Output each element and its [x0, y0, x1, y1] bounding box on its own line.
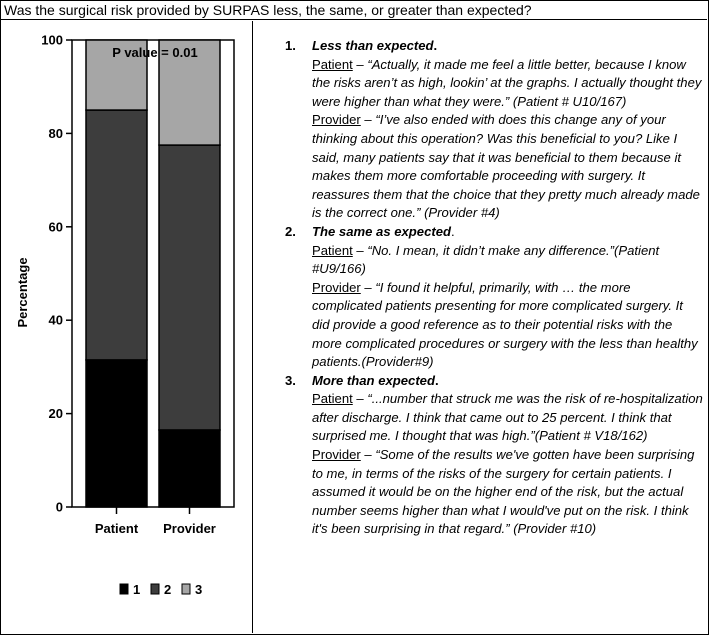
legend-swatch-2	[151, 584, 159, 594]
item-heading-period: .	[451, 223, 455, 239]
legend-swatch-3	[182, 584, 190, 594]
item-number: 3.	[285, 372, 296, 388]
speaker-label: Patient	[312, 242, 353, 258]
speaker-label: Provider	[312, 447, 361, 463]
speaker-separator: –	[360, 112, 376, 128]
item-heading: The same as expected	[312, 223, 452, 239]
legend-label-3: 3	[195, 582, 203, 597]
question-header	[0, 0, 707, 20]
quote-entry	[312, 242, 703, 279]
item-heading: More than expected	[312, 372, 435, 388]
quote-text: “Actually, it made me feel a little better, because I know the risks aren’t as high, lookin’ at the graphs. I actually thought they were higher than what they were.” (Patient # U10/167)	[312, 56, 702, 109]
quote-text: “...number that struck me was the risk of re-hospitalization after discharge. I think that came out to 25 percent. I think that surprised me. I thought that was high.”(Patient # V18/162)	[312, 391, 703, 444]
item-number: 1.	[285, 38, 296, 53]
speaker-separator: –	[352, 56, 368, 72]
chart-cell	[0, 21, 252, 633]
stacked-bar-chart	[0, 21, 252, 633]
item-heading-period: .	[434, 372, 439, 388]
quote-text: “I found it helpful, primarily, with … the more complicated patients presenting for more complicated surgery. It did provide a good reference as to their potential risks with the more complicated procedures or surgery with the less than healthy patients.(Provider#9)	[312, 279, 698, 370]
quote-entry	[312, 111, 703, 223]
y-tick-label: 100	[41, 32, 63, 48]
quote-entry	[312, 446, 703, 539]
speaker-separator: –	[352, 391, 368, 407]
legend-label-1: 1	[133, 582, 141, 597]
speaker-label: Patient	[312, 56, 353, 72]
bar-patient-series-1	[86, 360, 147, 507]
bar-patient-series-2	[86, 110, 147, 360]
item-number: 2.	[285, 223, 296, 239]
quote-text: “No. I mean, it didn’t make any difference.”(Patient #U9/166)	[312, 242, 660, 277]
item-heading-period: .	[433, 38, 438, 53]
quotes-cell	[253, 21, 707, 633]
quote-entry	[312, 390, 703, 446]
speaker-label: Provider	[312, 279, 361, 295]
list-item	[285, 37, 703, 223]
y-tick-label: 0	[55, 499, 63, 515]
x-tick-label: Patient	[94, 521, 139, 536]
speaker-label: Patient	[312, 391, 353, 407]
bar-provider-series-2	[159, 145, 220, 430]
list-item	[285, 372, 703, 539]
speaker-separator: –	[352, 242, 368, 258]
quote-entry	[312, 279, 703, 372]
question-text: Was the surgical risk provided by SURPAS less, the same, or greater than expected?	[4, 2, 532, 18]
quote-entry	[312, 56, 703, 112]
quote-text: “I’ve also ended with does this change any of your thinking about this operation? Was this beneficial to you? Like I said, many patients say that it was beneficial to them because it makes them more comfortable proceeding with surgery. It reassures them that the choice that they pretty much already made is the correct one.” (Provider #4)	[312, 112, 700, 221]
speaker-label: Provider	[312, 112, 361, 128]
y-tick-label: 20	[48, 406, 63, 422]
y-tick-label: 40	[48, 312, 63, 328]
x-tick-label: Provider	[163, 521, 216, 536]
speaker-separator: –	[360, 279, 376, 295]
item-heading: Less than expected	[312, 38, 434, 53]
p-value-annotation: P value = 0.01	[112, 45, 198, 60]
legend-swatch-1	[120, 584, 128, 594]
quotes-list	[285, 37, 703, 539]
y-tick-label: 60	[48, 219, 63, 235]
quote-text: “Some of the results we've gotten have been surprising to me, in terms of the risks of the surgery for certain patients. I assumed it would be on the higher end of the risk, but the actual number seems higher than what I would've put on the risk. I think it's been surprising in that regard.” (Provider #10)	[312, 447, 695, 537]
y-tick-label: 80	[48, 125, 63, 141]
y-axis-label: Percentage	[15, 257, 30, 328]
legend-label-2: 2	[164, 582, 172, 597]
list-item	[285, 223, 703, 372]
bar-provider-series-1	[159, 430, 220, 507]
speaker-separator: –	[360, 447, 376, 463]
